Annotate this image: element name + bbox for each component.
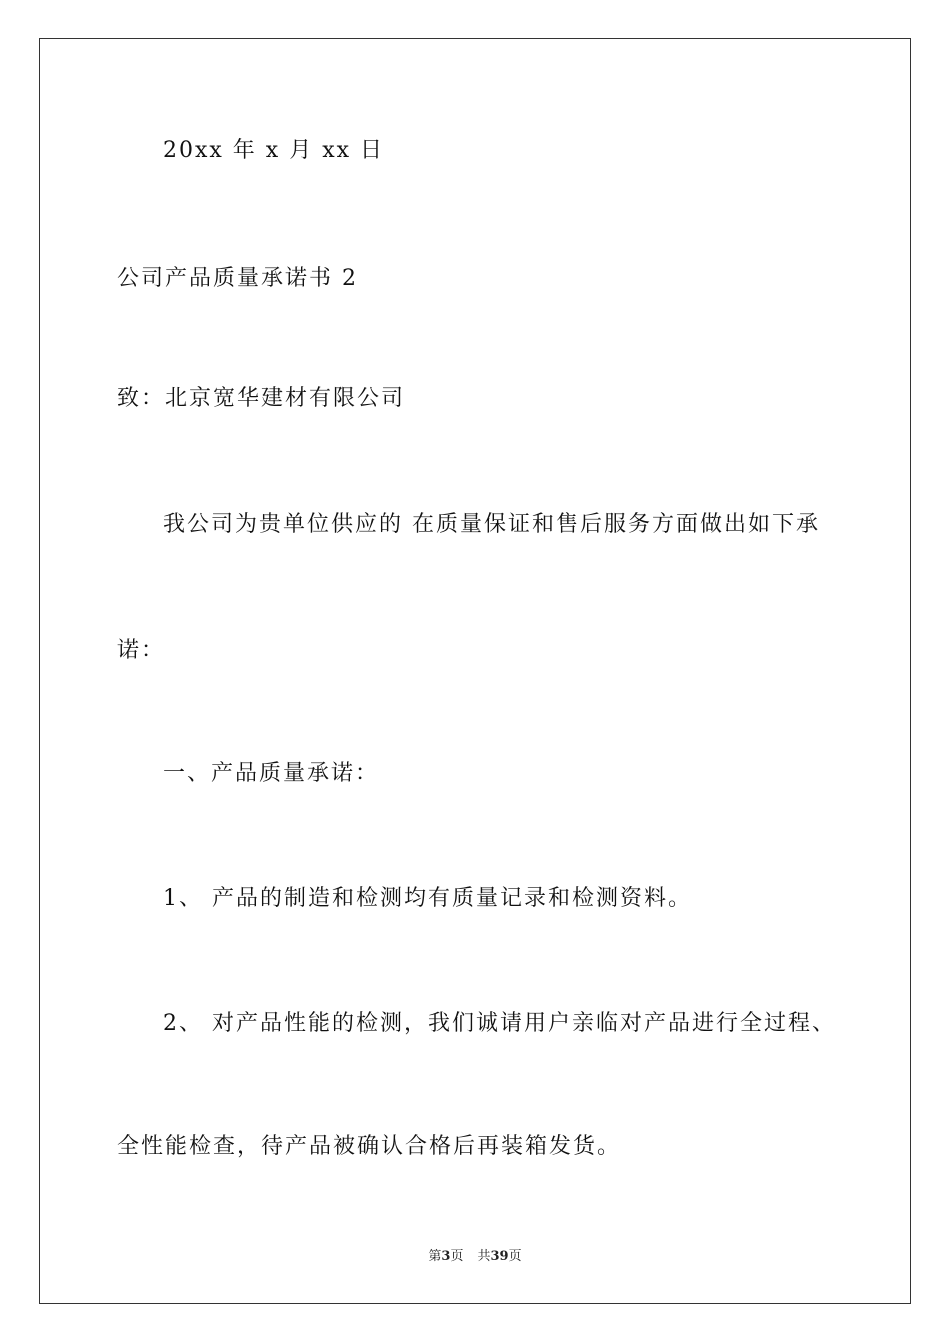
list-item-1: 1、 产品的制造和检测均有质量记录和检测资料。: [163, 886, 692, 911]
list-item-2-line-2: 全性能检查，待产品被确认合格后再装箱发货。: [117, 1134, 622, 1159]
intro-paragraph-line-1: 我公司为贵单位供应的 在质量保证和售后服务方面做出如下承: [163, 512, 820, 537]
page-total: 39: [490, 1249, 509, 1264]
recipient-line: 致：北京宽华建材有限公司: [117, 386, 406, 411]
intro-paragraph-line-2: 诺：: [117, 638, 166, 663]
page-footer: [0, 1248, 950, 1266]
page-current: 3: [441, 1249, 451, 1264]
document-title: 公司产品质量承诺书 2: [117, 266, 358, 291]
page-border: [39, 38, 911, 1304]
total-suffix: 页: [508, 1249, 522, 1264]
date-line: 20xx 年 x 月 xx 日: [163, 138, 384, 163]
total-prefix: 共: [477, 1249, 491, 1264]
list-item-2-line-1: 2、 对产品性能的检测，我们诚请用户亲临对产品进行全过程、: [163, 1011, 836, 1036]
page-prefix: 第: [428, 1249, 442, 1264]
section-heading: 一、产品质量承诺：: [163, 761, 380, 786]
page-suffix: 页: [450, 1249, 464, 1264]
